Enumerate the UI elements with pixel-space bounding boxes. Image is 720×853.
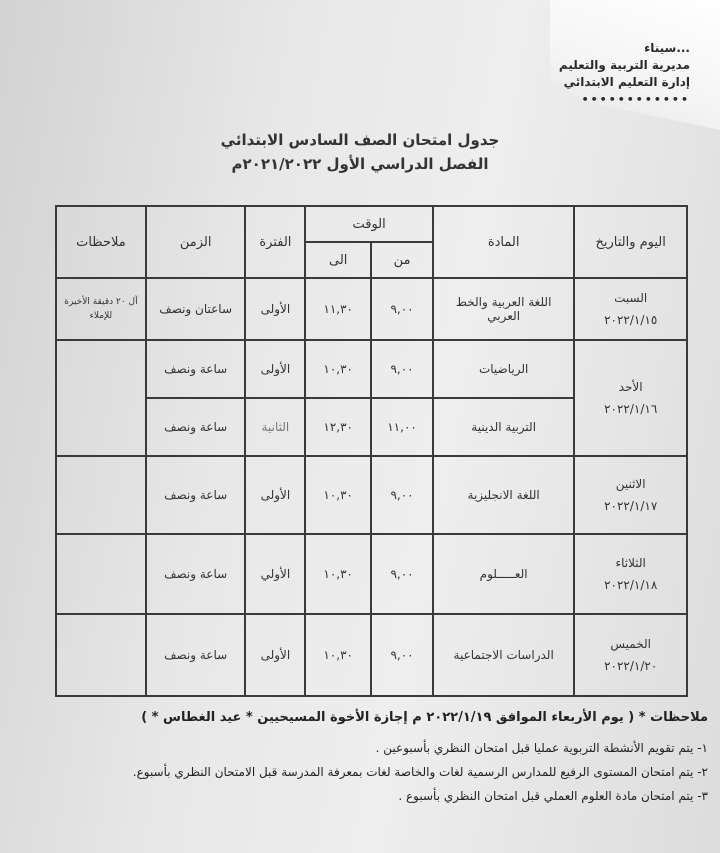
to-cell: ١٢,٣٠ [305,398,371,456]
subject-cell: اللغة العربية والخط العربي [433,278,574,340]
subject-cell: الرياضيات [433,340,574,398]
note-item: ١- يتم تقويم الأنشطة التربوية عمليا قبل امتحان النظري بأسبوعين . [375,741,708,755]
day-cell [574,456,687,534]
title-line-1: جدول امتحان الصف السادس الابتدائي [220,131,500,149]
governorate-line: ...سيناء [644,41,690,55]
subject-cell: التربية الدينية [433,398,574,456]
day-date: ٢٠٢٢/١/١٦ [604,402,658,416]
from-cell: ٩,٠٠ [371,278,433,340]
day-name: السبت [614,291,648,305]
period-cell: الأولى [245,614,305,696]
day-date: ٢٠٢٢/١/١٨ [604,578,658,592]
day-date: ٢٠٢٢/١/٢٠ [604,659,658,673]
from-cell: ٩,٠٠ [371,614,433,696]
notes-section [30,710,708,811]
directorate-line: مديرية التربية والتعليم [558,58,690,72]
from-cell: ٩,٠٠ [371,534,433,614]
day-name: الأحد [618,380,643,394]
from-cell: ٩,٠٠ [371,340,433,398]
to-cell: ١٠,٣٠ [305,340,371,398]
note-item: ٢- يتم امتحان المستوى الرفيع للمدارس الرسمية لغات والخاصة لغات بمعرفة المدرسة قبل الامتحان النظري بأسبوع. [132,765,708,779]
day-cell [574,534,687,614]
subject-cell: العـــــلوم [433,534,574,614]
from-cell: ٩,٠٠ [371,456,433,534]
duration-cell: ساعة ونصف [146,456,246,534]
table-row [56,456,687,534]
from-cell: ١١,٠٠ [371,398,433,456]
document-title [0,128,720,176]
duration-cell: ساعة ونصف [146,398,246,456]
note-item: ٣- يتم امتحان مادة العلوم العملي قبل امتحان النظري بأسبوع . [398,789,708,803]
header-day: اليوم والتاريخ [574,206,687,278]
header-notes: ملاحظات [56,206,146,278]
to-cell: ١٠,٣٠ [305,456,371,534]
header-period: الفترة [245,206,305,278]
period-cell: الأولى [245,278,305,340]
duration-cell: ساعتان ونصف [146,278,246,340]
header-duration: الزمن [146,206,246,278]
day-cell [574,278,687,340]
header-to: الى [305,242,371,278]
header-from: من [371,242,433,278]
issuer-header [559,40,690,108]
administration-line: إدارة التعليم الابتدائي [563,75,690,89]
notes-cell: آل ٢٠ دقيقة الأخيرة للإملاء [56,278,146,340]
subject-cell: الدراسات الاجتماعية [433,614,574,696]
to-cell: ١٠,٣٠ [305,534,371,614]
notes-cell [56,534,146,614]
subject-cell: اللغة الانجليزية [433,456,574,534]
day-name: الخميس [610,637,651,651]
notes-cell [56,456,146,534]
header-subject: المادة [433,206,574,278]
table-row [56,340,687,398]
to-cell: ١١,٣٠ [305,278,371,340]
day-cell [574,340,687,456]
title-line-2: الفصل الدراسي الأول ٢٠٢١/٢٠٢٢م [231,155,489,173]
day-name: الاثنين [615,477,646,491]
duration-cell: ساعة ونصف [146,340,246,398]
day-date: ٢٠٢٢/١/١٧ [604,499,658,513]
table-row [56,614,687,696]
holiday-note: ملاحظات * ( يوم الأربعاء الموافق ٢٠٢٢/١/١٩ م إجازة الأخوة المسيحيين * عيد الغطاس * ) [141,710,708,725]
to-cell: ١٠,٣٠ [305,614,371,696]
exam-schedule-table [55,205,688,697]
table-row [56,278,687,340]
table-row [56,534,687,614]
duration-cell: ساعة ونصف [146,614,246,696]
day-name: الثلاثاء [615,556,646,570]
duration-cell: ساعة ونصف [146,534,246,614]
period-cell: الأولى [245,456,305,534]
dotted-underline: •••••••••••• [581,93,690,106]
period-cell: الثانية [245,398,305,456]
day-date: ٢٠٢٢/١/١٥ [604,313,658,327]
day-cell [574,614,687,696]
notes-cell [56,614,146,696]
notes-cell [56,340,146,456]
header-time: الوقت [305,206,433,242]
period-cell: الأولى [245,340,305,398]
period-cell: الأولي [245,534,305,614]
